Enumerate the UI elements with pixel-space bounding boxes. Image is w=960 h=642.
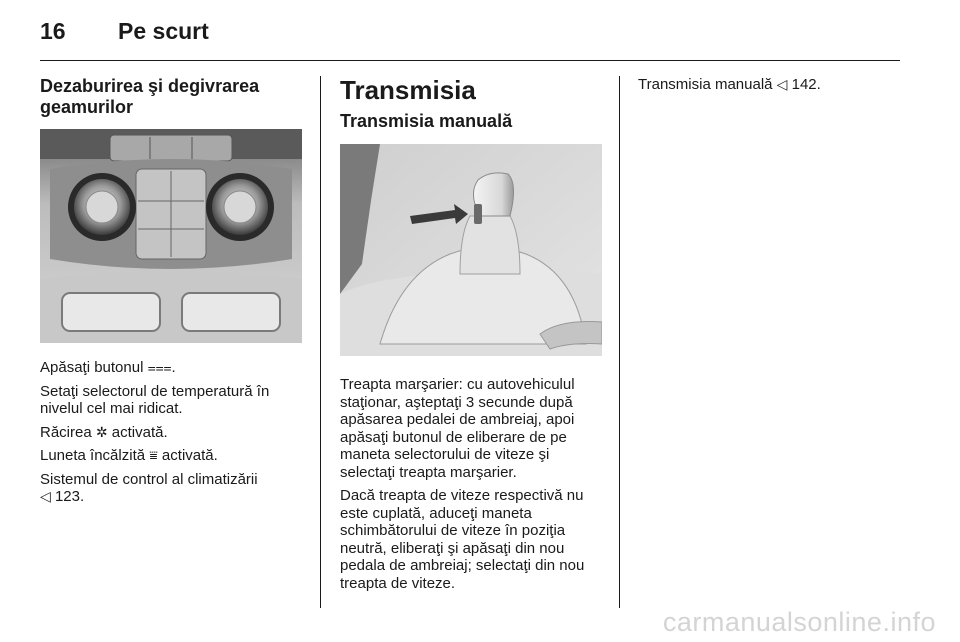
paragraph: Apăsaţi butonul ⩶. — [40, 359, 176, 376]
paragraph: Setaţi selectorul de temperatură în nivelul cel mai ridicat. — [40, 382, 270, 417]
page-title: Pe scurt — [118, 18, 209, 44]
page-reference[interactable]: Transmisia manuală ◁ 142. — [638, 76, 821, 93]
paragraph: Sistemul de control al climatizării — [40, 470, 258, 488]
header-rule — [40, 60, 900, 61]
reference-arrow-icon: ◁ — [776, 76, 788, 92]
climate-control-photo — [40, 129, 302, 343]
watermark: carmanualsonline.info — [662, 607, 936, 637]
section-title: Transmisia — [340, 75, 476, 105]
section-heading-defrost: Dezaburirea şi degivrarea geamurilor — [40, 76, 260, 117]
page-number: 16 — [40, 18, 66, 44]
column-divider — [619, 76, 620, 608]
subsection-title: Transmisia manuală — [340, 111, 513, 131]
paragraph: Luneta încălzită ⩸ activată. — [40, 447, 218, 464]
defrost-icon: ⩶ — [147, 359, 172, 375]
column-transmission — [340, 76, 602, 598]
page-header — [40, 18, 209, 45]
column-divider — [320, 76, 321, 608]
snowflake-icon: ✲ — [95, 423, 108, 440]
gear-shift-photo — [340, 144, 602, 356]
column-reference — [638, 76, 900, 100]
rear-heat-icon: ⩸ — [149, 447, 158, 463]
page-reference[interactable]: ◁ 123. — [40, 488, 85, 505]
paragraph: Treapta marşarier: cu autovehiculul staţionar, aşteptaţi 3 secunde după apăsarea pedalei de ambreiaj, apoi apăsaţi butonul de eliberare de pe maneta selectorului de viteze şi selectaţi treapta marşarier. — [340, 376, 575, 481]
paragraph: Dacă treapta de viteze respectivă nu este cuplată, aduceţi maneta schimbătorului de viteze în poziţia neutră, eliberaţi şi apăsaţi din nou pedala de ambreiaj; selectaţi din nou treapta de viteze. — [340, 487, 585, 592]
column-climate — [40, 76, 302, 512]
paragraph: Răcirea ✲ activată. — [40, 423, 168, 441]
reference-arrow-icon: ◁ — [40, 488, 51, 504]
